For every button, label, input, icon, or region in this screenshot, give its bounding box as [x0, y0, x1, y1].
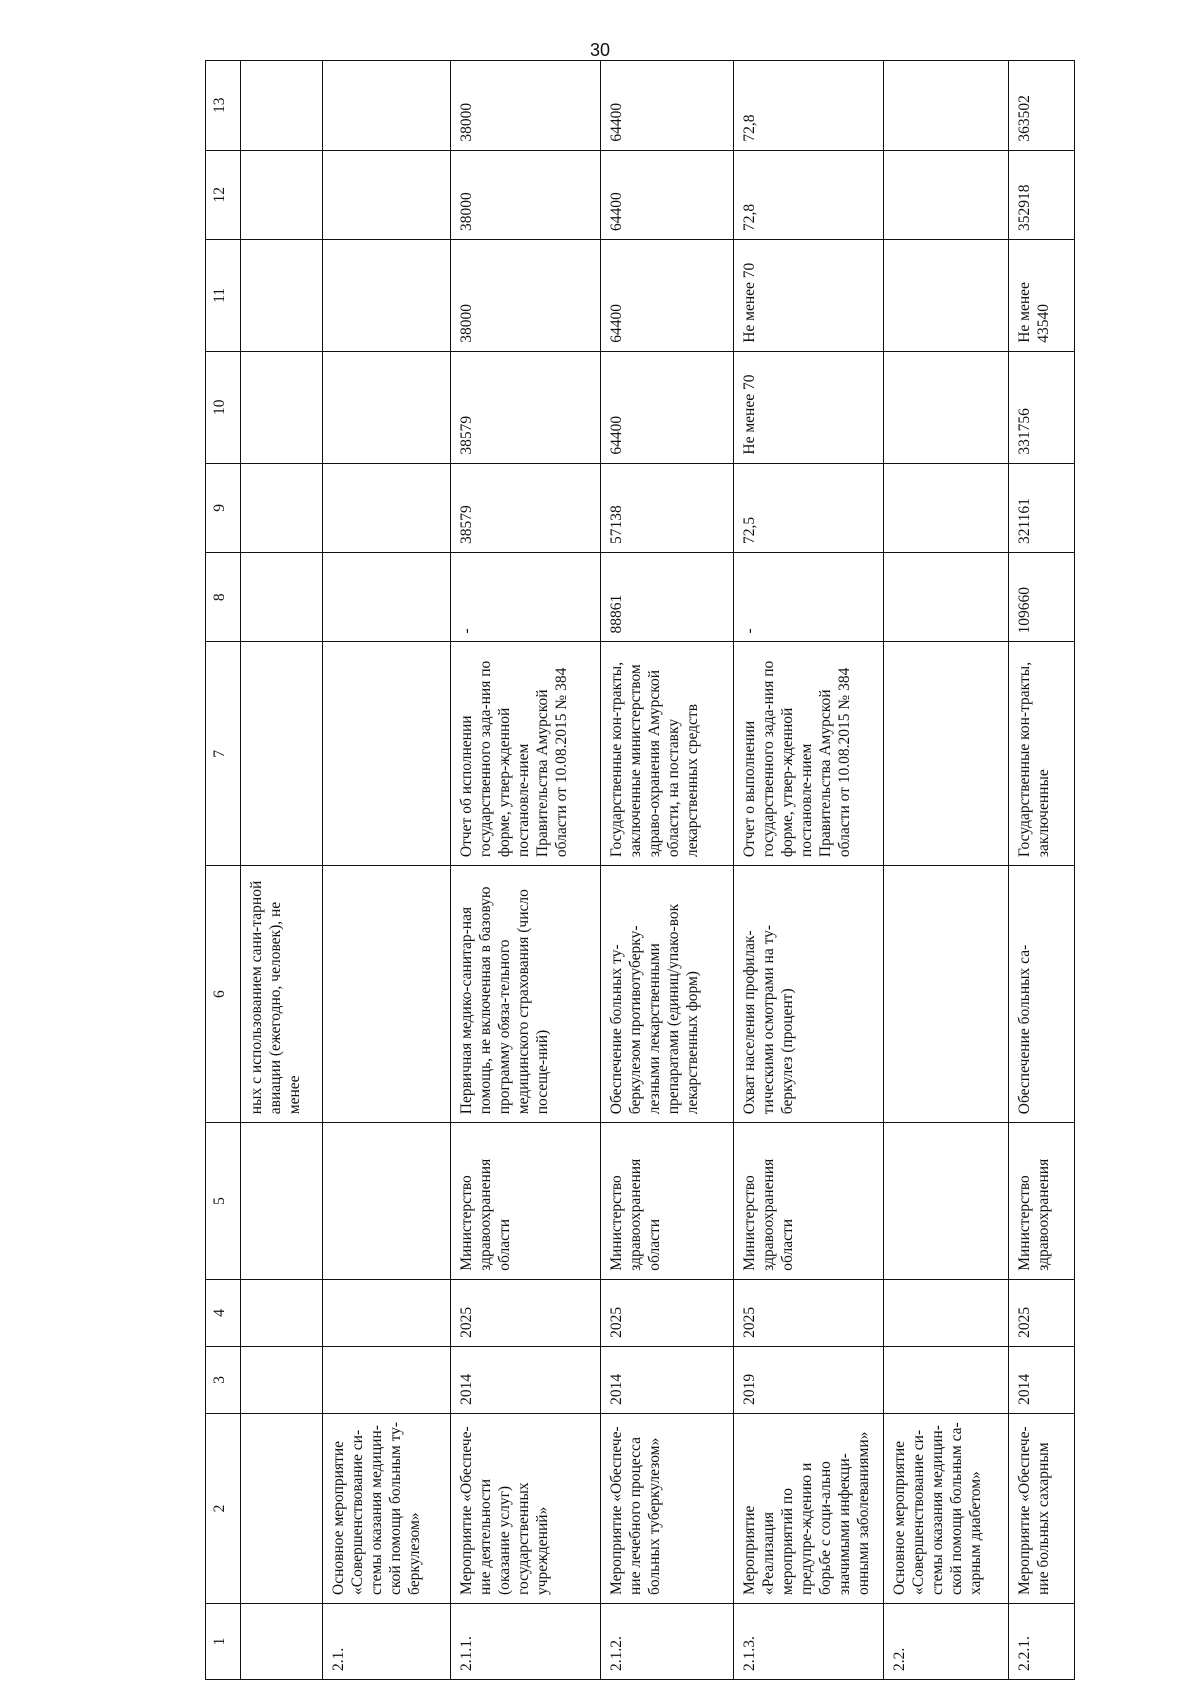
header-cell: 11	[206, 240, 241, 352]
cell-value: 38579	[451, 463, 601, 552]
cell-name: Мероприятие «Обеспече-ние лечебного процесса больных туберкулезом»	[601, 1413, 734, 1603]
header-cell: 9	[206, 463, 241, 552]
table-row	[1009, 61, 1075, 1680]
table-row	[734, 61, 884, 1680]
cell-value	[323, 150, 451, 239]
cell-end-year	[241, 1279, 323, 1346]
cell-value	[323, 61, 451, 151]
cell-name: Мероприятие «Обеспече-ние больных сахарным	[1009, 1413, 1075, 1603]
table-row	[323, 61, 451, 1680]
cell-value: 38579	[451, 351, 601, 463]
document-table-container	[205, 60, 1065, 1680]
measures-table	[205, 60, 1075, 1680]
cell-value: 72,8	[734, 61, 884, 151]
cell-indicator	[884, 866, 1009, 1123]
header-cell: 6	[206, 866, 241, 1123]
cell-value: -	[451, 553, 601, 642]
cell-value	[241, 240, 323, 352]
cell-number: 2.2.	[884, 1603, 1009, 1679]
cell-value	[323, 240, 451, 352]
cell-responsible: Министерство здравоохранения	[1009, 1123, 1075, 1280]
cell-name: Мероприятие «Обеспече-ние деятельности (оказание услуг) государственных учреждений»	[451, 1413, 601, 1603]
cell-value: 38000	[451, 61, 601, 151]
cell-end-year: 2025	[601, 1279, 734, 1346]
header-cell: 4	[206, 1279, 241, 1346]
cell-number: 2.1.	[323, 1603, 451, 1679]
cell-responsible: Министерство здравоохранения области	[451, 1123, 601, 1280]
cell-value	[884, 351, 1009, 463]
cell-indicator: Охват населения профилак-тическими осмотрами на ту-беркулез (процент)	[734, 866, 884, 1123]
header-cell: 2	[206, 1413, 241, 1603]
cell-responsible	[241, 1123, 323, 1280]
cell-value	[884, 240, 1009, 352]
cell-indicator: Обеспечение больных ту-беркулезом противотуберку-лезными лекарственными препаратами (единиц/упако-вок лекарственных форм)	[601, 866, 734, 1123]
cell-value	[884, 463, 1009, 552]
cell-value	[884, 553, 1009, 642]
cell-value	[241, 463, 323, 552]
cell-name	[241, 1413, 323, 1603]
table-row	[241, 61, 323, 1680]
cell-value	[241, 150, 323, 239]
header-cell: 7	[206, 642, 241, 866]
cell-source: Отчет о выполнении государственного зада-ния по форме, утвер-жденной постановле-нием Правительства Амурской области от 10.08.2015 № 384	[734, 642, 884, 866]
cell-value: 363502	[1009, 61, 1075, 151]
cell-value	[241, 553, 323, 642]
cell-end-year	[323, 1279, 451, 1346]
cell-value: 57138	[601, 463, 734, 552]
cell-value: 109660	[1009, 553, 1075, 642]
cell-value	[241, 351, 323, 463]
cell-start-year: 2014	[1009, 1346, 1075, 1413]
cell-value: 321161	[1009, 463, 1075, 552]
page-number-text: 30	[589, 40, 611, 60]
cell-value: 64400	[601, 150, 734, 239]
cell-number: 2.1.2.	[601, 1603, 734, 1679]
cell-value: -	[734, 553, 884, 642]
cell-value: 64400	[601, 61, 734, 151]
cell-source: Государственные кон-тракты, заключенные	[1009, 642, 1075, 866]
cell-value	[323, 553, 451, 642]
header-cell: 8	[206, 553, 241, 642]
cell-source	[241, 642, 323, 866]
cell-source: Отчет об исполнении государственного зада-ния по форме, утвер-жденной постановле-нием Правительства Амурской области от 10.08.2015 № 384	[451, 642, 601, 866]
cell-value: 352918	[1009, 150, 1075, 239]
cell-start-year: 2019	[734, 1346, 884, 1413]
cell-value: Не менее 43540	[1009, 240, 1075, 352]
cell-responsible	[323, 1123, 451, 1280]
cell-value	[323, 351, 451, 463]
cell-value: Не менее 70	[734, 351, 884, 463]
cell-value	[323, 463, 451, 552]
header-cell: 5	[206, 1123, 241, 1280]
cell-source	[884, 642, 1009, 866]
cell-indicator: Первичная медико-санитар-ная помощь, не включенная в базовую программу обяза-тельного медицинского страхования (число посеще-ний)	[451, 866, 601, 1123]
cell-value: Не менее 70	[734, 240, 884, 352]
cell-end-year	[884, 1279, 1009, 1346]
cell-end-year: 2025	[1009, 1279, 1075, 1346]
cell-start-year	[323, 1346, 451, 1413]
header-row	[206, 61, 241, 1680]
cell-value	[884, 150, 1009, 239]
cell-number: 2.2.1.	[1009, 1603, 1075, 1679]
cell-indicator: ных с использованием сани-тарной авиации (ежегодно, человек), не менее	[241, 866, 323, 1123]
cell-end-year: 2025	[734, 1279, 884, 1346]
cell-value: 38000	[451, 240, 601, 352]
cell-value: 38000	[451, 150, 601, 239]
cell-indicator	[323, 866, 451, 1123]
header-cell: 1	[206, 1603, 241, 1679]
cell-value: 88861	[601, 553, 734, 642]
cell-indicator: Обеспечение больных са-	[1009, 866, 1075, 1123]
cell-responsible: Министерство здравоохранения области	[734, 1123, 884, 1280]
cell-source: Государственные кон-тракты, заключенные министерством здраво-охранения Амурской области, на поставку лекарственных средств	[601, 642, 734, 866]
page-number	[590, 40, 610, 61]
cell-name: Мероприятие «Реализация мероприятий по предупре-ждению и борьбе с соци-ально значимыми инфекци-онными заболеваниями»	[734, 1413, 884, 1603]
table-row	[601, 61, 734, 1680]
cell-value: 64400	[601, 351, 734, 463]
cell-value: 72,5	[734, 463, 884, 552]
cell-value: 72,8	[734, 150, 884, 239]
cell-start-year	[241, 1346, 323, 1413]
cell-value	[884, 61, 1009, 151]
cell-number: 2.1.3.	[734, 1603, 884, 1679]
header-cell: 12	[206, 150, 241, 239]
cell-responsible: Министерство здравоохранения области	[601, 1123, 734, 1280]
cell-number: 2.1.1.	[451, 1603, 601, 1679]
table-row	[884, 61, 1009, 1680]
cell-value: 64400	[601, 240, 734, 352]
header-cell: 10	[206, 351, 241, 463]
cell-start-year	[884, 1346, 1009, 1413]
cell-name: Основное мероприятие «Совершенствование си-стемы оказания медицин-ской помощи больным са-харным диабетом»	[884, 1413, 1009, 1603]
cell-value: 331756	[1009, 351, 1075, 463]
header-cell: 13	[206, 61, 241, 151]
cell-responsible	[884, 1123, 1009, 1280]
cell-end-year: 2025	[451, 1279, 601, 1346]
cell-start-year: 2014	[601, 1346, 734, 1413]
table-row	[451, 61, 601, 1680]
cell-number	[241, 1603, 323, 1679]
cell-start-year: 2014	[451, 1346, 601, 1413]
cell-source	[323, 642, 451, 866]
cell-name: Основное мероприятие «Совершенствование си-стемы оказания медицин-ской помощи больным ту-беркулезом»	[323, 1413, 451, 1603]
cell-value	[241, 61, 323, 151]
header-cell: 3	[206, 1346, 241, 1413]
